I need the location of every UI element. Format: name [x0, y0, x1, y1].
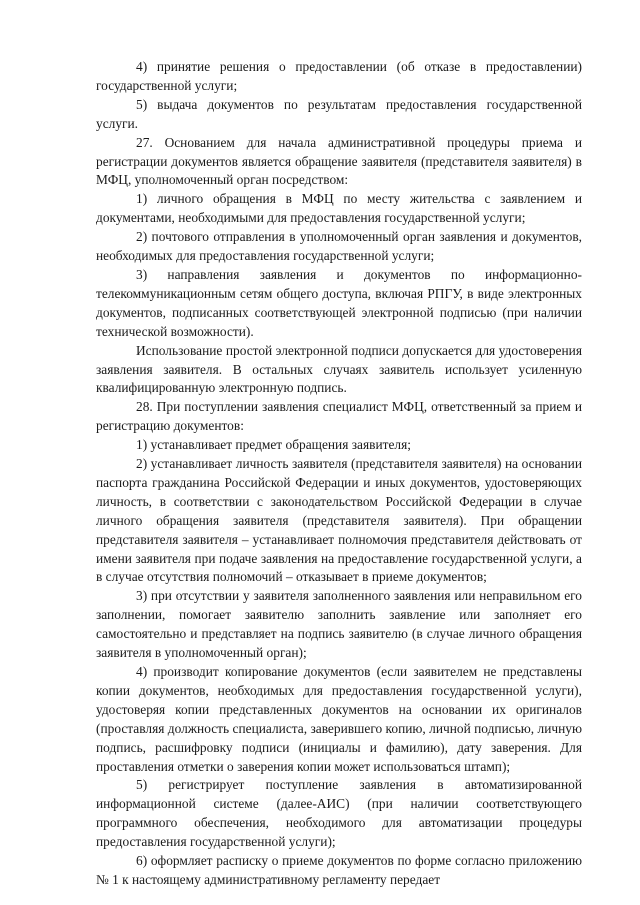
paragraph-clause-28-item-4: 4) производит копирование документов (если заявителем не представлены копии документов, необходимых для предоставления государственной услуги), удостоверяя копии представленных документов на основании их оригиналов (проставляя должность специалиста, заверившего копию, личной подписью, личную подпись, расшифровку подписи (инициалы и фамилию), дату заверения. Для проставления отметки о заверения копии может использоваться штамп);: [96, 664, 582, 774]
paragraph-clause-27: 27. Основанием для начала административной процедуры приема и регистрации документов является обращение заявителя (представителя заявителя) в МФЦ, уполномоченный орган посредством:: [96, 134, 582, 188]
paragraph-clause-27-item-1: 1) личного обращения в МФЦ по месту жительства с заявлением и документами, необходимыми для предоставления государственной услуги;: [96, 191, 582, 226]
paragraph-item-5-issuance: 5) выдача документов по результатам предоставления государственной услуги.: [96, 96, 582, 131]
paragraph-clause-27-item-3: 3) направления заявления и документов по информационно-телекоммуникационным сетям общего доступа, включая РПГУ, в виде электронных документов, подписанных соответствующей электронной подписью (при наличии технической возможности).: [96, 266, 582, 339]
paragraph-clause-28-item-2: 2) устанавливает личность заявителя (представителя заявителя) на основании паспорта гражданина Российской Федерации и иных документов, удостоверяющих личность, в соответствии с законодательством Российской Федерации в случае личного обращения заявителя (представителя заявителя). При обращении представителя заявителя – устанавливает полномочия представителя действовать от имени заявителя при подаче заявления на предоставление государственной услуги, а в случае отсутствия полномочий – отказывает в приеме документов;: [96, 456, 582, 585]
paragraph-clause-28: 28. При поступлении заявления специалист МФЦ, ответственный за прием и регистрацию документов:: [96, 399, 582, 434]
document-page: [96, 58, 582, 890]
paragraph-item-4-decision: 4) принятие решения о предоставлении (об отказе в предоставлении) государственной услуги;: [96, 59, 582, 93]
paragraph-clause-28-item-3: 3) при отсутствии у заявителя заполненного заявления или неправильном его заполнении, помогает заявителю заполнить заявление или заполняет его самостоятельно и представляет на подпись заявителю (в случае личного обращения заявителя в уполномоченный орган);: [96, 588, 582, 661]
paragraph-clause-28-item-6: 6) оформляет расписку о приеме документов по форме согласно приложению № 1 к настоящему административному регламенту передает: [96, 853, 582, 887]
paragraph-simple-signature: Использование простой электронной подписи допускается для удостоверения заявления заявителя. В остальных случаях заявитель использует усиленную квалифицированную электронную подпись.: [96, 342, 582, 396]
paragraph-clause-27-item-2: 2) почтового отправления в уполномоченный орган заявления и документов, необходимых для предоставления государственной услуги;: [96, 229, 582, 264]
paragraph-clause-28-item-5: 5) регистрирует поступление заявления в автоматизированной информационной системе (далее-АИС) (при наличии соответствующего программного обеспечения, необходимого для автоматизации процедуры предоставления государственной услуги);: [96, 777, 582, 850]
paragraph-clause-28-item-1: 1) устанавливает предмет обращения заявителя;: [136, 437, 411, 453]
